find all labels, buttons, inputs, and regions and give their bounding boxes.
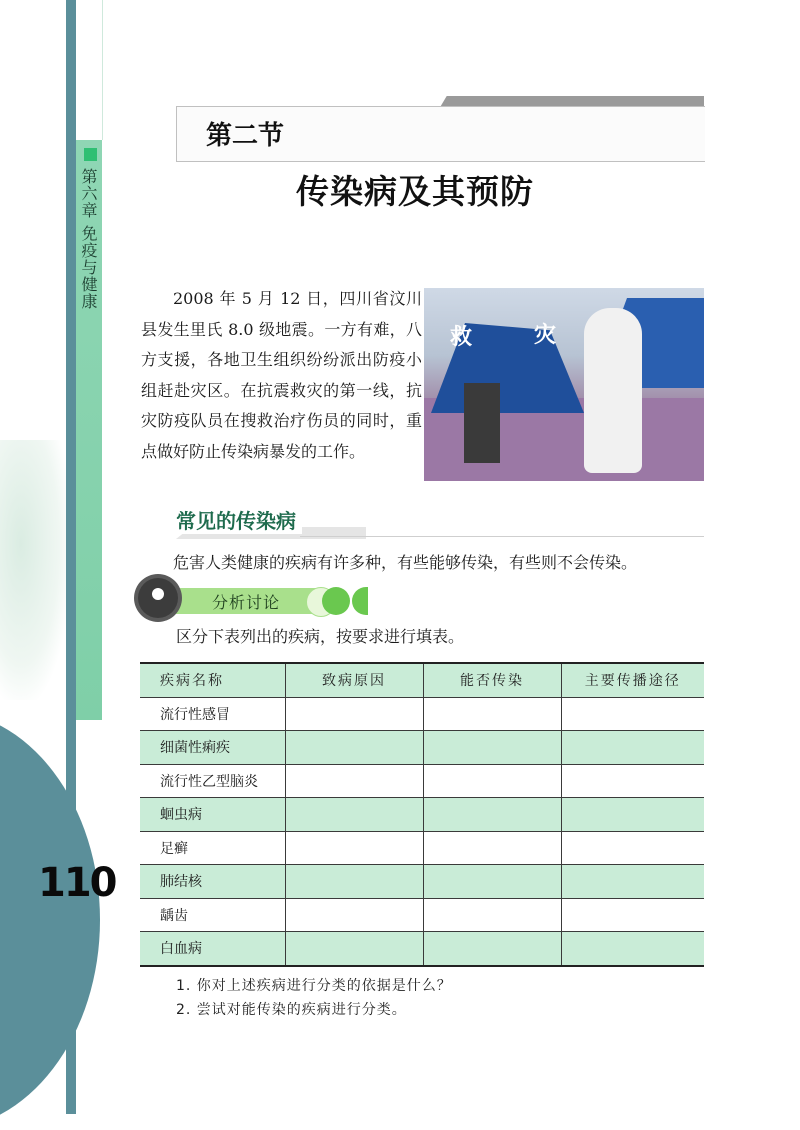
cause-cell[interactable] [285,865,423,899]
leaf-decoration [0,440,70,700]
header-contagious: 能否传染 [423,663,561,697]
photo-protective-suit-worker [584,308,642,473]
disease-name-cell: 流行性乙型脑炎 [140,764,285,798]
disease-name-cell: 流行性感冒 [140,697,285,731]
contagious-cell[interactable] [423,764,561,798]
disease-name-cell: 龋齿 [140,898,285,932]
chapter-heading-vertical [78,168,100,310]
margin-band [66,0,76,1114]
table-row [140,932,704,966]
transmission-cell[interactable] [561,831,704,865]
subsection-paragraph: 危害人类健康的疾病有许多种，有些能够传染，有些则不会传染。 [173,553,638,572]
transmission-cell[interactable] [561,764,704,798]
transmission-cell[interactable] [561,865,704,899]
transmission-cell[interactable] [561,731,704,765]
cause-cell[interactable] [285,764,423,798]
margin-circle-decoration [0,710,100,1130]
section-label: 第二节 [206,121,285,151]
disease-name-cell: 细菌性痢疾 [140,731,285,765]
cause-cell[interactable] [285,731,423,765]
page-title: 传染病及其预防 [296,172,534,211]
header-transmission: 主要传播途径 [561,663,704,697]
contagious-cell[interactable] [423,798,561,832]
photo-stove [464,383,500,463]
disease-name-cell: 蛔虫病 [140,798,285,832]
tent-lettering-right: 灾 [534,323,557,348]
disease-table [140,662,704,967]
transmission-cell[interactable] [561,932,704,966]
header-disease-name: 疾病名称 [140,663,285,697]
table-row [140,731,704,765]
cause-cell[interactable] [285,697,423,731]
contagious-cell[interactable] [423,898,561,932]
tent-lettering-left: 救 [450,325,473,350]
subsection-rule [300,536,704,537]
contagious-cell[interactable] [423,865,561,899]
chapter-marker-icon [84,148,97,161]
page-number: 110 [38,860,116,906]
banner-half-circle-icon [352,587,368,615]
contagious-cell[interactable] [423,831,561,865]
table-header-row [140,663,704,697]
epidemic-prevention-photo [424,288,704,481]
table-row [140,898,704,932]
contagious-cell[interactable] [423,932,561,966]
discussion-instruction: 区分下表列出的疾病，按要求进行填表。 [176,627,465,646]
subsection-title: 常见的传染病 [176,505,302,534]
disease-name-cell: 白血病 [140,932,285,966]
question-item: 2. 尝试对能传染的疾病进行分类。 [176,1002,407,1018]
discussion-questions [176,974,452,1022]
contagious-cell[interactable] [423,731,561,765]
cause-cell[interactable] [285,798,423,832]
disease-name-cell: 足癣 [140,831,285,865]
table-row [140,865,704,899]
disease-name-cell: 肺结核 [140,865,285,899]
banner-circle-green-icon [322,587,350,615]
table-row [140,798,704,832]
intro-paragraph: 2008 年 5 月 12 日，四川省汶川县发生里氏 8.0 级地震。一方有难，八方支援，各地卫生组织纷纷派出防疫小组赶赴灾区。在抗震救灾的第一线，抗灾防疫队员在搜救治疗伤员的同时，重点做好防止传染病暴发的工作。 [141,289,422,461]
gear-mascot-eye-icon [152,588,164,600]
question-item: 1. 你对上述疾病进行分类的依据是什么？ [176,978,452,994]
photo-tent-left [424,323,584,413]
transmission-cell[interactable] [561,697,704,731]
chapter-number: 第六章 [79,168,98,219]
cause-cell[interactable] [285,898,423,932]
chapter-strip-top [76,0,103,140]
table-row [140,831,704,865]
cause-cell[interactable] [285,932,423,966]
contagious-cell[interactable] [423,697,561,731]
cause-cell[interactable] [285,831,423,865]
transmission-cell[interactable] [561,798,704,832]
table-row [140,697,704,731]
chapter-title: 免疫与健康 [79,225,98,310]
transmission-cell[interactable] [561,898,704,932]
header-cause: 致病原因 [285,663,423,697]
table-row [140,764,704,798]
discussion-label: 分析讨论 [212,593,281,612]
